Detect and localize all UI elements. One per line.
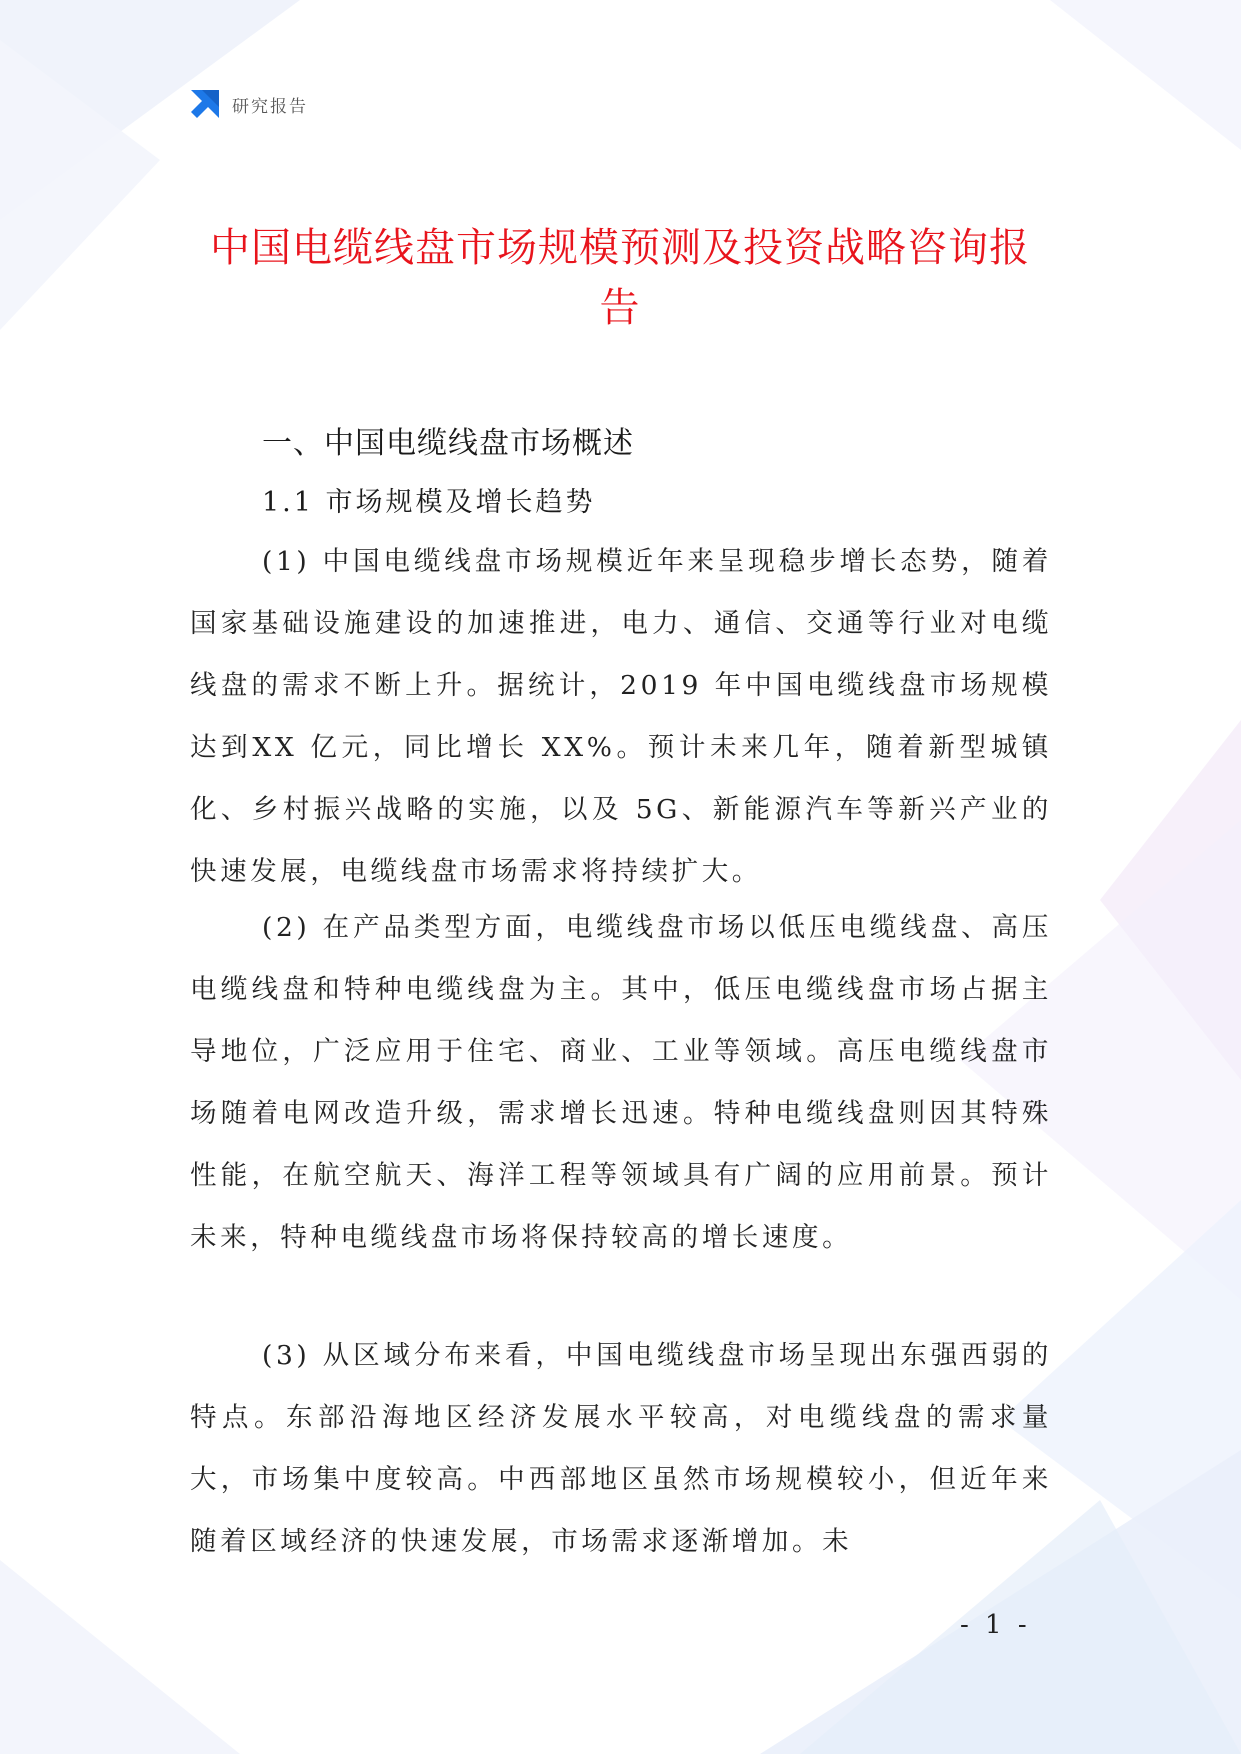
body-paragraph-2: (2) 在产品类型方面，电缆线盘市场以低压电缆线盘、高压电缆线盘和特种电缆线盘为主。其中，低压电缆线盘市场占据主导地位，广泛应用于住宅、商业、工业等领域。高压电缆线盘市场随着电网改造升级，需求增长迅速。特种电缆线盘则因其特殊性能，在航空航天、海洋工程等领域具有广阔的应用前景。预计未来，特种电缆线盘市场将保持较高的增长速度。: [190, 912, 1052, 1253]
body-paragraph-3: (3) 从区域分布来看，中国电缆线盘市场呈现出东强西弱的特点。东部沿海地区经济发展水平较高，对电缆线盘的需求量大，市场集中度较高。中西部地区虽然市场规模较小，但近年来随着区域经济的快速发展，市场需求逐渐增加。未: [190, 1340, 1052, 1557]
arrow-logo-icon: [188, 87, 222, 121]
page-number: - 1 -: [960, 1610, 1031, 1640]
header-label: 研究报告: [232, 96, 308, 117]
report-header: [188, 86, 308, 122]
body-paragraph-1: (1) 中国电缆线盘市场规模近年来呈现稳步增长态势，随着国家基础设施建设的加速推进，电力、通信、交通等行业对电缆线盘的需求不断上升。据统计，2019 年中国电缆线盘市场规模达到XX 亿元，同比增长 XX%。预计未来几年，随着新型城镇化、乡村振兴战略的实施，以及 5G、新能源汽车等新兴产业的快速发展，电缆线盘市场需求将持续扩大。: [190, 546, 1052, 887]
subsection-heading: 1.1 市场规模及增长趋势: [262, 487, 596, 518]
report-title: 中国电缆线盘市场规模预测及投资战略咨询报告: [210, 225, 1030, 331]
section-heading: 一、中国电缆线盘市场概述: [262, 426, 634, 461]
